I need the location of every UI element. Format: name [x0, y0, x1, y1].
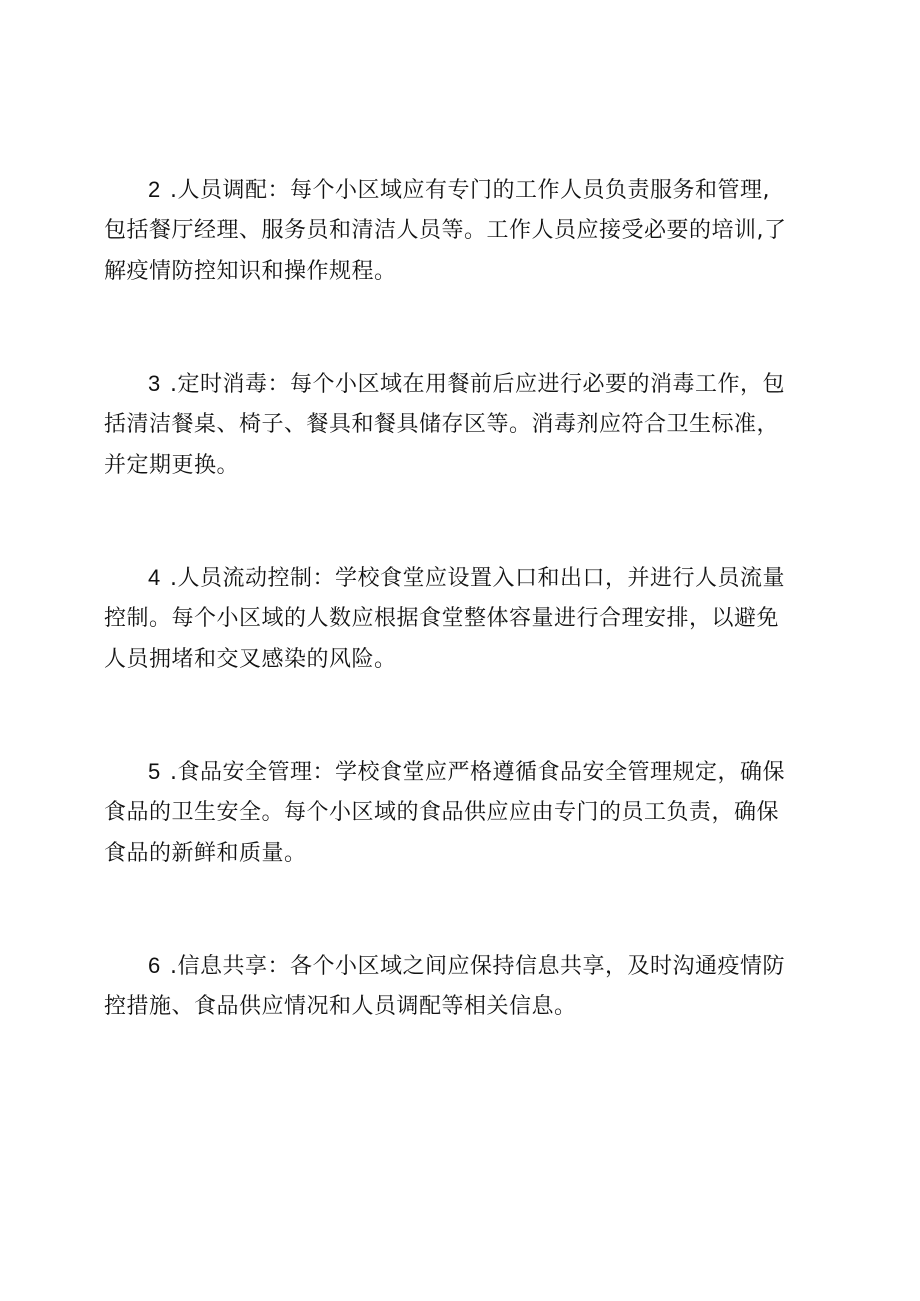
item-line: 包括餐厅经理、服务员和清洁人员等。工作人员应接受必要的培训,了 — [104, 218, 787, 243]
item-number: 3 — [148, 371, 161, 396]
list-item-5 — [104, 751, 820, 874]
item-line: 并定期更换。 — [104, 453, 240, 478]
list-item-6 — [104, 945, 820, 1027]
item-line: 控制。每个小区域的人数应根据食堂整体容量进行合理安排，以避免 — [104, 606, 780, 631]
item-line: 食品的新鲜和质量。 — [104, 841, 307, 866]
item-line: 括清洁餐桌、椅子、餐具和餐具储存区等。消毒剂应符合卫生标准， — [104, 412, 780, 437]
item-line: 食品的卫生安全。每个小区域的食品供应应由专门的员工负责，确保 — [104, 800, 780, 825]
item-number: 6 — [148, 953, 161, 978]
item-number: 2 — [148, 177, 161, 202]
list-item-2 — [104, 169, 820, 292]
list-item-4 — [104, 557, 820, 680]
item-number: 5 — [148, 759, 161, 784]
list-item-3 — [104, 363, 820, 486]
item-line: 控措施、食品供应情况和人员调配等相关信息。 — [104, 994, 577, 1019]
item-number: 4 — [148, 565, 161, 590]
item-line: .人员调配：每个小区域应有专门的工作人员负责服务和管理, — [170, 178, 770, 203]
item-line: 解疫情防控知识和操作规程。 — [104, 259, 397, 284]
item-line: .定时消毒：每个小区域在用餐前后应进行必要的消毒工作，包 — [170, 372, 785, 397]
item-line: .信息共享：各个小区域之间应保持信息共享，及时沟通疫情防 — [170, 954, 785, 979]
item-line: 人员拥堵和交叉感染的风险。 — [104, 647, 397, 672]
item-line: .食品安全管理：学校食堂应严格遵循食品安全管理规定，确保 — [170, 760, 785, 785]
item-line: .人员流动控制：学校食堂应设置入口和出口，并进行人员流量 — [170, 566, 785, 591]
